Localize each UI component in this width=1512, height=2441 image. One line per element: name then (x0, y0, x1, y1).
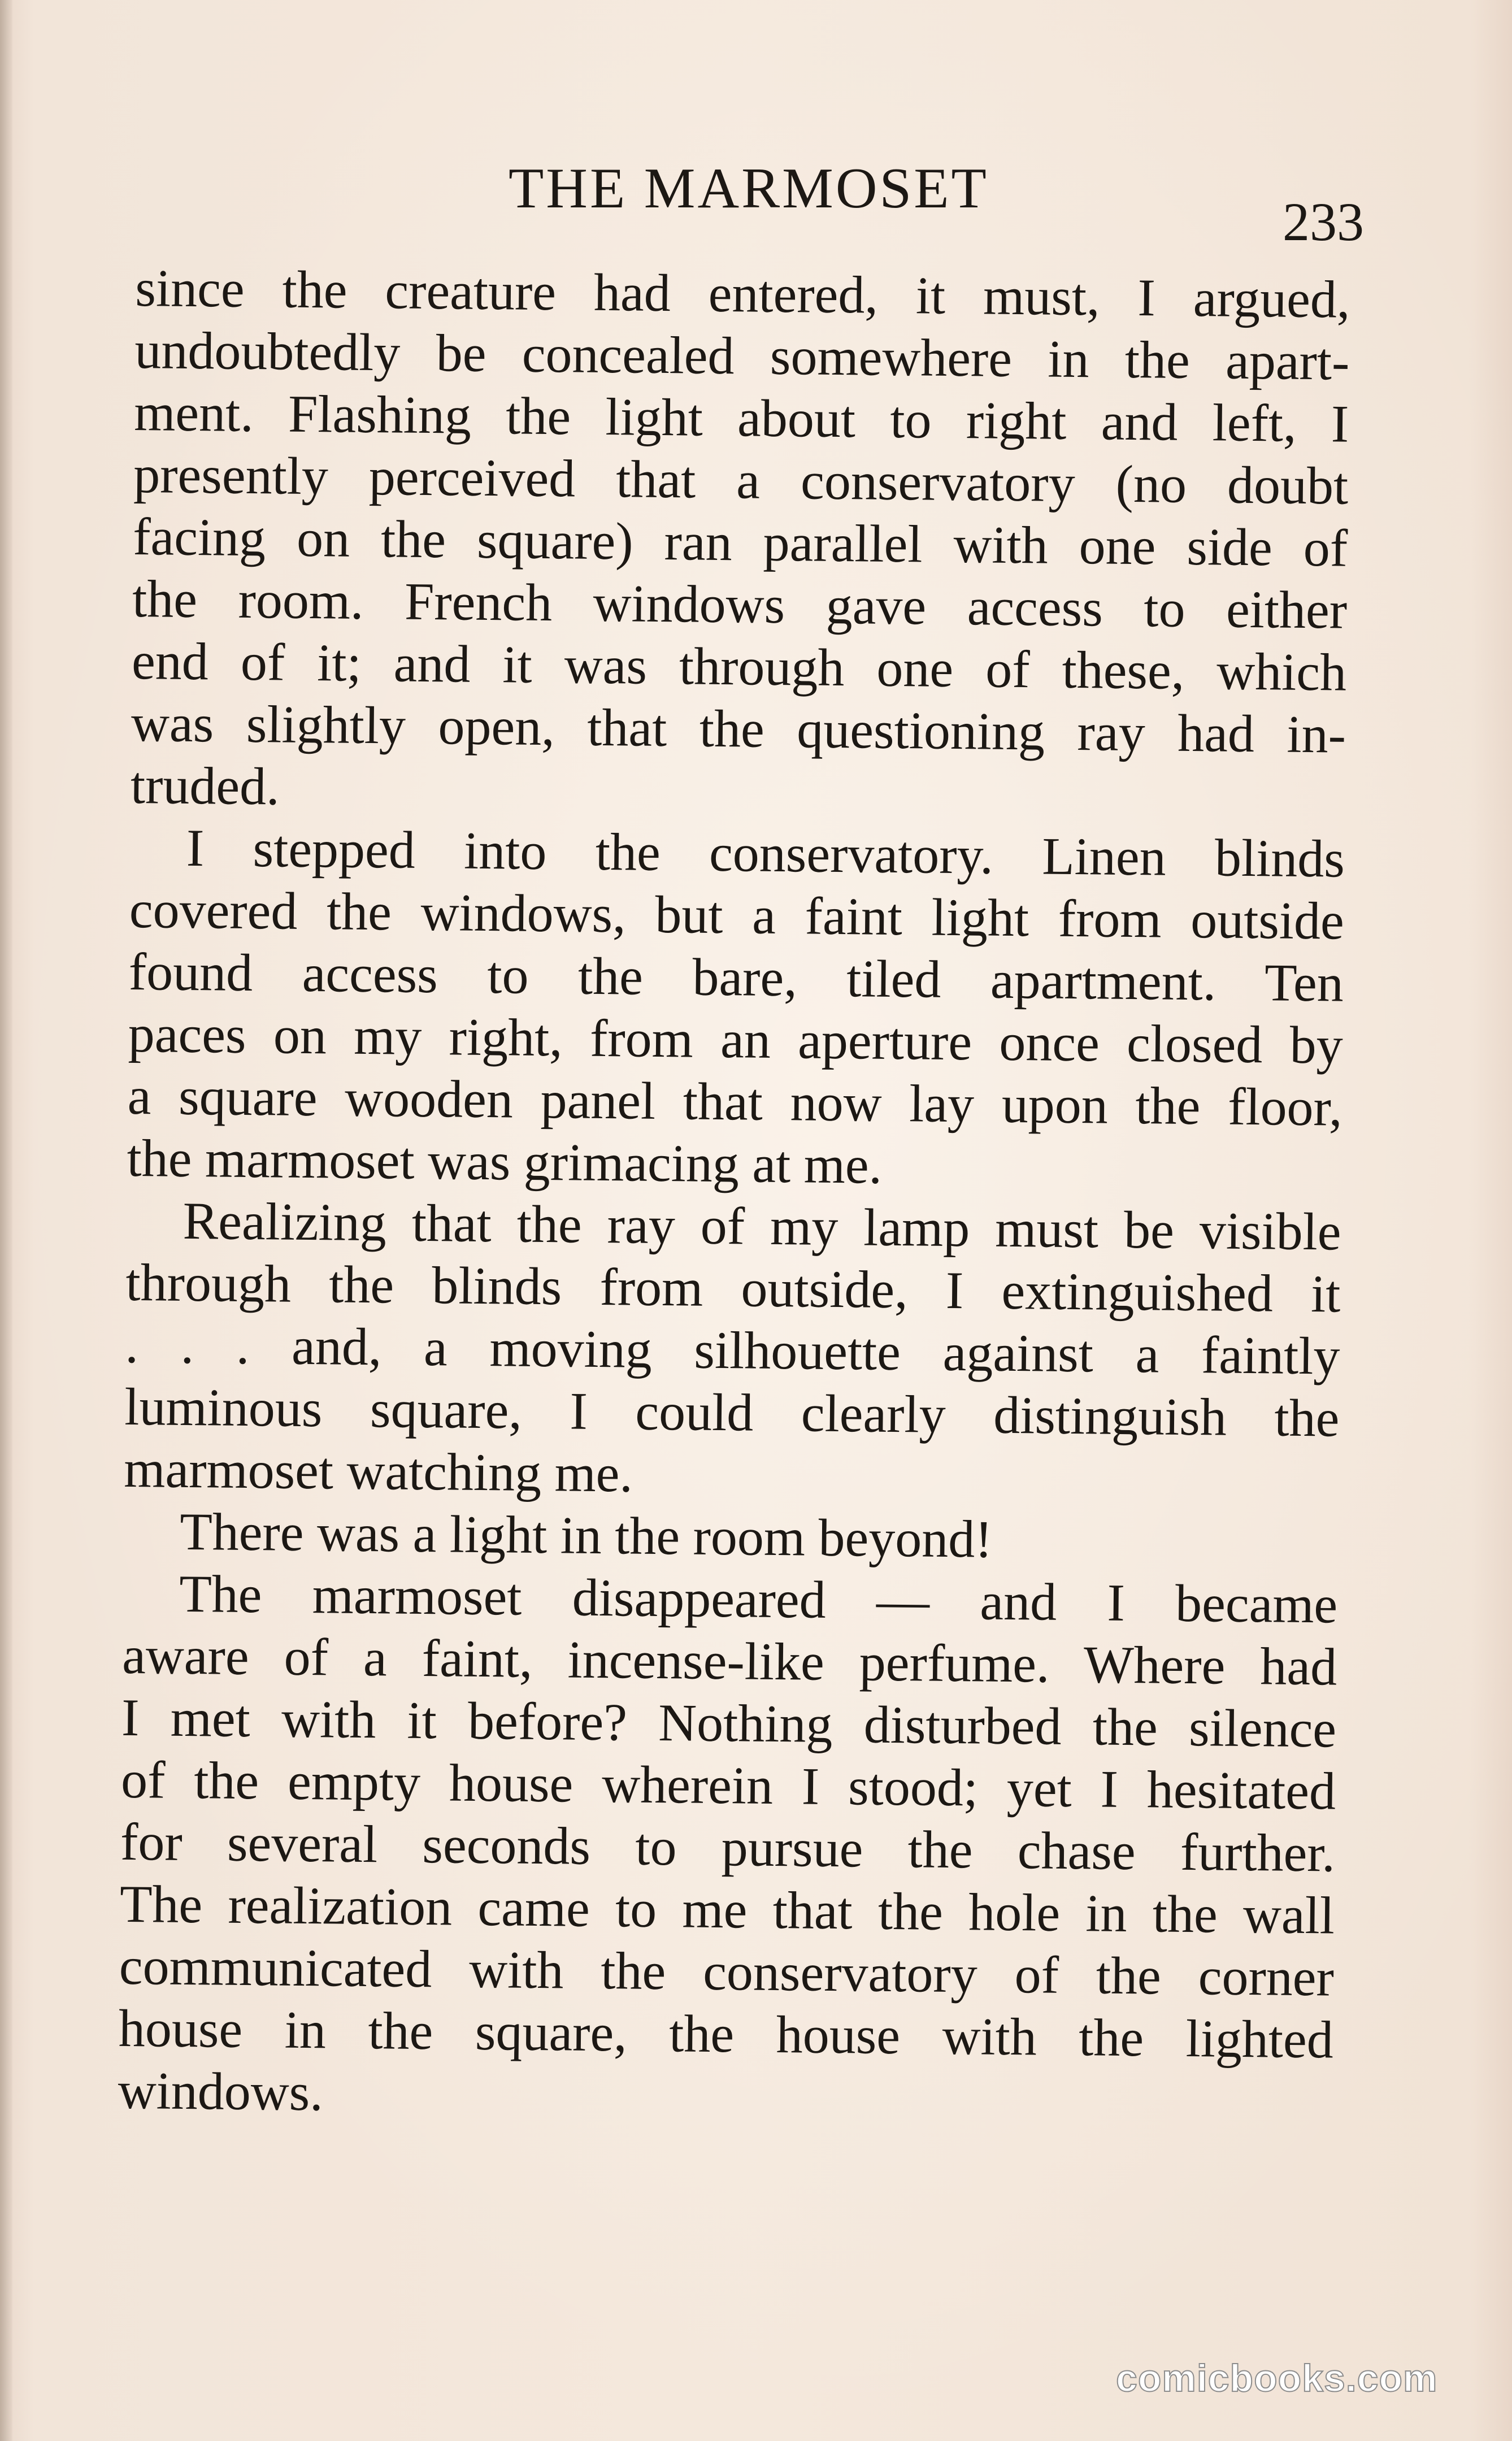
text-line: since the creature had entered, it must, I argued, (134, 258, 1350, 329)
text-line: luminous square, I could clearly distinguish the (124, 1377, 1340, 1448)
text-line: facing on the square) ran parallel with one side of (132, 507, 1348, 578)
text-line: house in the square, the house with the lighted (118, 1999, 1334, 2070)
text-line: undoubtedly be concealed somewhere in the apart- (134, 320, 1350, 392)
text-line: ment. Flashing the light about to right and left, I (133, 383, 1349, 454)
text-line: through the blinds from outside, I extinguished it (125, 1253, 1341, 1324)
text-line: I met with it before? Nothing disturbed the silence (121, 1688, 1337, 1759)
text-line: Realizing that the ray of my lamp must be visible (183, 1191, 1342, 1262)
text-line: paces on my right, from an aperture once closed by (128, 1004, 1344, 1075)
page-edge (0, 0, 12, 2441)
text-line: for several seconds to pursue the chase further. (120, 1812, 1336, 1883)
text-line: a square wooden panel that now lay upon the floor, (127, 1066, 1343, 1137)
text-line: I stepped into the conservatory. Linen blinds (186, 818, 1345, 889)
running-title: THE MARMOSET (509, 157, 989, 220)
watermark: comicbooks.com (1116, 2357, 1438, 2400)
text-line: The marmoset disappeared — and I became (179, 1564, 1338, 1635)
text-line: the room. French windows gave access to either (132, 569, 1348, 640)
body-text (118, 257, 1350, 2133)
text-line: windows. (118, 2061, 324, 2122)
text-line: end of it; and it was through one of these, which (131, 631, 1347, 702)
text-line: marmoset watching me. (123, 1439, 633, 1504)
text-line: truded. (130, 755, 280, 816)
text-line: . . . and, a moving silhouette against a faintly (125, 1315, 1340, 1386)
text-line: There was a light in the room beyond! (179, 1502, 993, 1569)
text-line: communicated with the conservatory of the corner (119, 1936, 1335, 2008)
text-line: found access to the bare, tiled apartment. Ten (128, 942, 1344, 1013)
text-line: The realization came to me that the hole in the wall (119, 1874, 1335, 1945)
text-line: was slightly open, that the questioning ray had in- (131, 693, 1346, 765)
text-line: aware of a faint, incense-like perfume. Where had (121, 1626, 1337, 1697)
text-line: presently perceived that a conservatory (no doubt (133, 445, 1349, 516)
text-line: of the empty house wherein I stood; yet I hesitated (120, 1750, 1336, 1821)
text-line: the marmoset was grimacing at me. (127, 1128, 883, 1195)
page-header (0, 155, 1512, 252)
page-number: 233 (1283, 192, 1364, 252)
text-line: covered the windows, but a faint light from outside (129, 880, 1345, 951)
